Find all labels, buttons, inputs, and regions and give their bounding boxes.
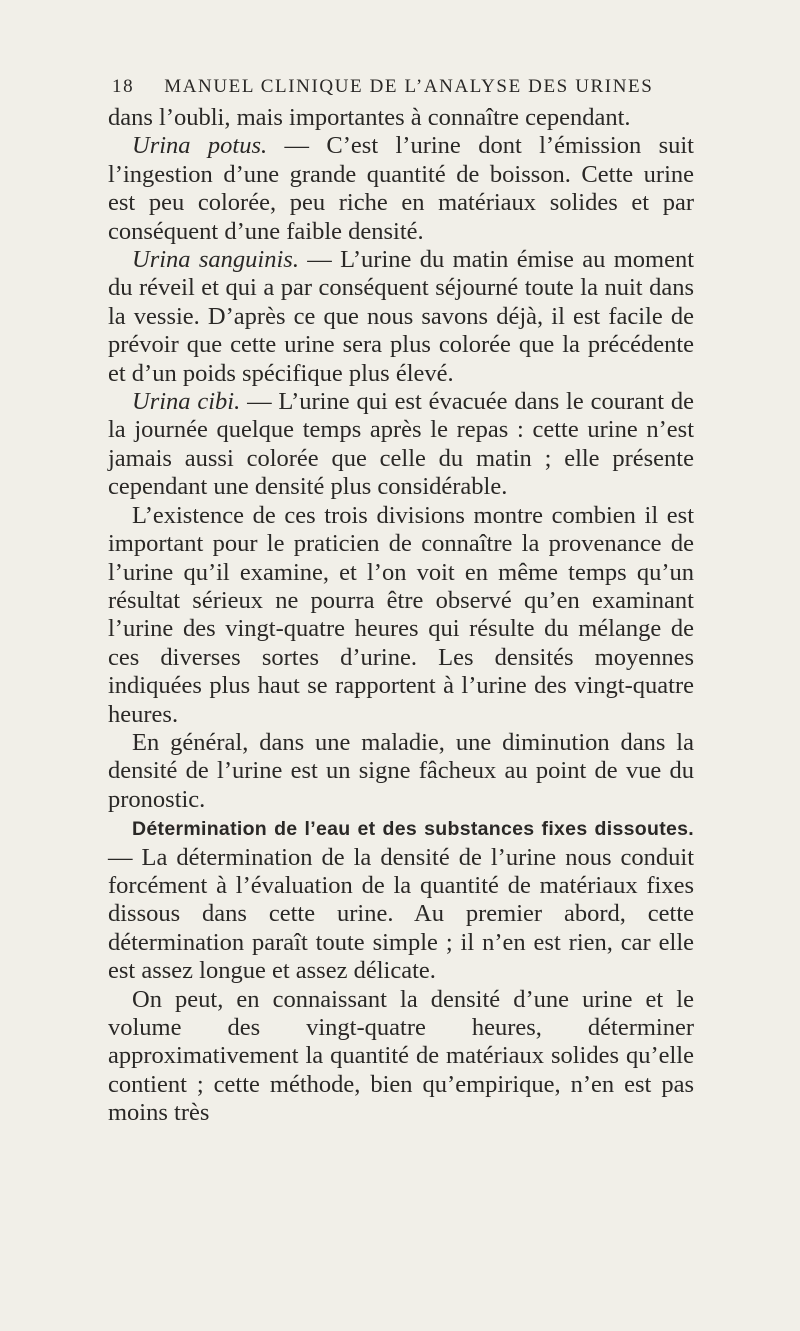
paragraph-text: L’existence de ces trois divisions montre combien il est important pour le praticien de connaître la provenance de l’urine qu’il examine, et l’on voit en même temps qu’un résultat sérieux ne pourra être observé qu’en examinant l’urine des vingt-quatre heures qui résulte du mélange de ces diverses sortes d’urine. Les densités moyennes indiquées plus haut se rapportent à l’urine des vingt-quatre heures.	[108, 501, 694, 728]
term-urina-cibi: Urina cibi.	[132, 388, 241, 416]
paragraph-text: — La détermination de la densité de l’urine nous conduit forcément à l’évaluation de la quantité de matériaux fixes dissous dans cette urine. Au premier abord, cette détermination paraît toute simple ; il n’en est rien, car elle est assez longue et assez délicate.	[108, 843, 694, 985]
term-urina-sanguinis: Urina sanguinis.	[132, 246, 299, 274]
paragraph-determination	[108, 814, 694, 985]
paragraph-text: En général, dans une maladie, une diminution dans la densité de l’urine est un signe fâcheux au point de vue du pronostic.	[108, 728, 694, 813]
paragraph-text: — L’urine du matin émise au moment du réveil et qui a par conséquent séjourné toute la nuit dans la vessie. D’après ce que nous savons déjà, il est facile de prévoir que cette urine sera plus colorée que la précédente et d’un poids spécifique plus élevé.	[108, 246, 695, 387]
paragraph-volume-method	[108, 986, 694, 1128]
running-header	[112, 76, 712, 98]
paragraph-urina-cibi	[108, 388, 694, 502]
paragraph-urina-sanguinis	[108, 246, 694, 388]
paragraph-three-divisions	[108, 502, 694, 729]
paragraph-prognosis	[108, 729, 694, 814]
page-number: 18	[112, 76, 135, 97]
running-title: MANUEL CLINIQUE DE L’ANALYSE DES URINES	[164, 76, 654, 97]
paragraph-text: — C’est l’urine dont l’émission suit l’ingestion d’une grande quantité de boisson. Cette urine est peu colorée, peu riche en matériaux solides et par conséquent d’une faible densité.	[108, 132, 694, 245]
term-urina-potus: Urina potus.	[132, 132, 268, 160]
paragraph-text: On peut, en connaissant la densité d’une urine et le volume des vingt-quatre heures, déterminer approximativement la quantité de matériaux solides qu’elle contient ; cette méthode, bien qu’empirique, n’en est pas moins très	[108, 985, 694, 1127]
paragraph-text: dans l’oubli, mais importantes à connaître cependant.	[108, 104, 631, 131]
body-text	[108, 104, 694, 1128]
paragraph-urina-potus	[108, 132, 694, 246]
paragraph-text: — L’urine qui est évacuée dans le courant de la journée quelque temps après le repas : cette urine n’est jamais aussi colorée que celle du matin ; elle présente cependant une densité plus considérable.	[108, 388, 694, 501]
section-heading: Détermination de l’eau et des substances fixes dissoutes.	[132, 818, 694, 841]
paragraph-continuation	[108, 104, 694, 132]
